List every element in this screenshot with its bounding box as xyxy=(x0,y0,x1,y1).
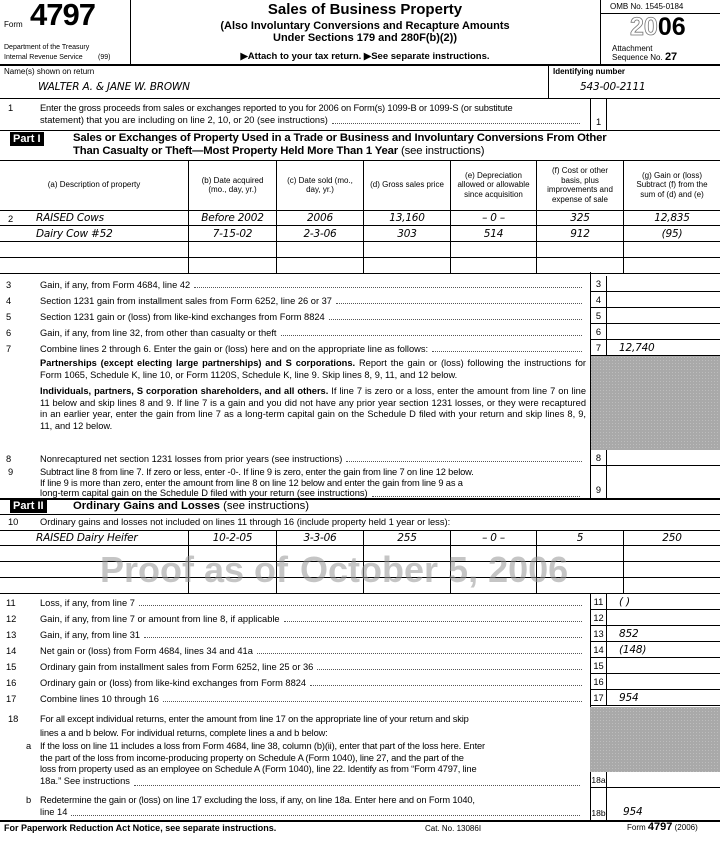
cell-d[interactable] xyxy=(363,242,450,258)
line-1-text xyxy=(40,102,586,126)
divider xyxy=(590,98,591,130)
line-number: 17 xyxy=(6,694,17,704)
id-label: Identifying number xyxy=(553,67,625,76)
cell-d[interactable]: 255 xyxy=(363,530,450,546)
cell-c[interactable] xyxy=(276,242,363,258)
column-headers xyxy=(0,160,720,210)
subtitle-1: (Also Involuntary Conversions and Recapture Amounts xyxy=(220,20,510,32)
line-number: 4 xyxy=(6,296,12,306)
paperwork-notice: For Paperwork Reduction Act Notice, see separate instructions. xyxy=(4,823,277,833)
name-label: Name(s) shown on return xyxy=(4,67,95,76)
dot-leader xyxy=(71,815,580,816)
cell-g[interactable]: (95) xyxy=(623,226,720,242)
cell-d[interactable]: 303 xyxy=(363,226,450,242)
cell-g[interactable] xyxy=(623,578,720,594)
line-value[interactable]: 852 xyxy=(606,626,720,642)
line-text: Ordinary gain from installment sales from Form 6252, line 25 or 36 xyxy=(40,662,314,672)
line-18a-box: 18a xyxy=(590,772,606,788)
line-9-text-3: long-term capital gain on the Schedule D filed with your return (see instructions) xyxy=(40,488,368,498)
line-number: 3 xyxy=(6,280,12,290)
line-number: 14 xyxy=(6,646,17,656)
form-title: Sales of Business Property xyxy=(267,1,463,18)
dot-leader xyxy=(284,621,582,622)
part-1-label: Part I xyxy=(10,132,44,146)
column-header-a: (a) Description of property xyxy=(47,180,141,190)
cell-g[interactable] xyxy=(623,546,720,562)
table-row xyxy=(0,210,720,226)
line-9-value[interactable] xyxy=(606,466,720,498)
footer-form-label: Form xyxy=(627,823,646,832)
line-lines_a-0 xyxy=(0,276,588,292)
watermark xyxy=(100,550,568,590)
line-value[interactable] xyxy=(606,450,720,466)
line-9-text-2: If line 9 is more than zero, enter the amount from line 8 on line 12 below and enter the gain from line 9 as a xyxy=(40,477,463,488)
column-header-d: (d) Gross sales price xyxy=(363,160,450,210)
line-number: 15 xyxy=(6,662,17,672)
watermark-line2: October 5, 2006 xyxy=(300,549,569,590)
line-box: 17 xyxy=(590,690,606,706)
line-number: 6 xyxy=(6,328,12,338)
line-box: 4 xyxy=(590,292,606,308)
tax-year xyxy=(630,13,686,41)
line-value[interactable] xyxy=(606,308,720,324)
cell-g[interactable] xyxy=(623,258,720,274)
line-text: Section 1231 gain from installment sales from Form 6252, line 26 or 37 xyxy=(40,296,332,306)
cell-a[interactable]: RAISED Dairy Heifer xyxy=(36,532,138,544)
line-18a-text-2: the part of the loss from income-producing property on Schedule A (Form 1040), line 27, and the part of the xyxy=(40,752,464,763)
partnerships-instructions xyxy=(40,358,586,381)
line-18-number: 18 xyxy=(8,714,19,724)
para-2-text: If line 7 is zero or a loss, enter the amount from line 7 on line 11 below and skip lines 8 and 9. If line 7 is a gain and you did not have any prior year section 1231 losses, or they were recaptured in an earlier year, enter the gain from line 7 as a long-term capital gain on the Schedule D filed with your return and skip lines 8, 9, 11, and 12 below. xyxy=(40,386,586,431)
divider xyxy=(0,820,720,822)
line-box: 16 xyxy=(590,674,606,690)
cell-b[interactable]: Before 2002 xyxy=(188,210,276,226)
line-value[interactable]: 12,740 xyxy=(606,340,720,356)
line-box: 5 xyxy=(590,308,606,324)
line-lines_a-2 xyxy=(0,308,588,324)
line-18a-letter: a xyxy=(26,741,32,751)
part-1-note: (see instructions) xyxy=(401,145,485,157)
cell-a[interactable]: RAISED Cows xyxy=(36,212,104,224)
column-header-b: (b) Date acquired (mo., day, yr.) xyxy=(188,160,276,210)
part-2-title-text: Ordinary Gains and Losses xyxy=(73,500,220,512)
line-18b-text-1: Redetermine the gain or (loss) on line 17 excluding the loss, if any, on line 18a. Enter here and on Form 1040, xyxy=(40,795,475,805)
line-10-text: Ordinary gains and losses not included on lines 11 through 16 (include property held 1 year or less): xyxy=(40,517,451,527)
line-text: Gain, if any, from line 32, from other than casualty or theft xyxy=(40,328,277,338)
column-header-e: (e) Depreciation allowed or allowable since acquisition xyxy=(450,160,536,210)
cell-g[interactable]: 250 xyxy=(623,530,720,546)
line-lines_a-1 xyxy=(0,292,588,308)
part-2-note: (see instructions) xyxy=(223,500,310,512)
line-18a-text-3: loss from property used as an employee on Schedule A (Form 1040), line 22. Identify as from “Form 4797, line xyxy=(40,764,477,775)
line-lines_a-4 xyxy=(0,340,588,356)
line-number: 12 xyxy=(6,614,17,624)
footer-form xyxy=(627,821,698,834)
line-lines_b-3 xyxy=(0,642,588,658)
line-9-text-1: Subtract line 8 from line 7. If zero or less, enter -0-. If line 9 is zero, enter the gain from line 7 on line 12 below. xyxy=(40,467,474,477)
line-1-value[interactable] xyxy=(618,113,718,129)
line-1-text-2: statement) that you are including on line 2, 10, or 20 (see instructions) xyxy=(40,115,328,125)
line-lines_b-2 xyxy=(0,626,588,642)
cell-d[interactable]: 13,160 xyxy=(363,210,450,226)
para-2-bold: Individuals, partners, S corporation shareholders, and all others. xyxy=(40,386,329,396)
line-number: 5 xyxy=(6,312,12,322)
dot-leader xyxy=(144,637,582,638)
line-18b-text-2: line 14 xyxy=(40,806,68,817)
cell-b[interactable] xyxy=(188,242,276,258)
divider xyxy=(600,0,601,64)
line-box: 13 xyxy=(590,626,606,642)
line-18a-value[interactable] xyxy=(606,772,720,788)
cell-c[interactable]: 2006 xyxy=(276,210,363,226)
part-1-title-1: Sales or Exchanges of Property Used in a Trade or Business and Involuntary Conversions From Other xyxy=(73,132,607,144)
line-text: Gain, if any, from line 7 or amount from line 8, if applicable xyxy=(40,614,280,624)
divider xyxy=(0,64,720,66)
line-lines_b-1 xyxy=(0,610,588,626)
cell-e[interactable] xyxy=(450,242,536,258)
cell-c[interactable] xyxy=(276,258,363,274)
line-number: 8 xyxy=(6,454,12,464)
line-number: 13 xyxy=(6,630,17,640)
line-box: 6 xyxy=(590,324,606,340)
line-box: 11 xyxy=(590,594,606,610)
line-18b-value[interactable]: 954 xyxy=(606,788,720,820)
attach-instructions: ▶Attach to your tax return. ▶See separate instructions. xyxy=(240,51,490,62)
line-value[interactable] xyxy=(606,658,720,674)
dot-leader xyxy=(329,319,582,320)
cell-g[interactable] xyxy=(623,562,720,578)
cell-e[interactable]: – 0 – xyxy=(450,530,536,546)
cell-d[interactable] xyxy=(363,258,450,274)
attachment-label: Attachment xyxy=(612,44,653,53)
cell-c[interactable]: 2-3-06 xyxy=(276,226,363,242)
line-9-text xyxy=(40,467,586,499)
line-box: 12 xyxy=(590,610,606,626)
dot-leader xyxy=(346,461,582,462)
divider xyxy=(548,64,549,98)
column-header-g: (g) Gain or (loss) Subtract (f) from the sum of (d) and (e) xyxy=(623,160,720,210)
cell-c[interactable]: 3-3-06 xyxy=(276,530,363,546)
line-1-text-1: Enter the gross proceeds from sales or exchanges reported to you for 2006 on Form(s) 1099-B or 1099-S (or substitute xyxy=(40,103,513,113)
cell-f[interactable] xyxy=(536,258,623,274)
line-value[interactable] xyxy=(606,674,720,690)
line-text: Section 1231 gain or (loss) from like-kind exchanges from Form 8824 xyxy=(40,312,325,322)
dot-leader xyxy=(194,287,582,288)
line-18a-text-4: 18a.” See instructions xyxy=(40,776,130,787)
dot-leader xyxy=(163,701,582,702)
cell-a[interactable]: Dairy Cow #52 xyxy=(36,228,113,240)
catalog-number: Cat. No. 13086I xyxy=(425,824,482,833)
column-header-c: (c) Date sold (mo., day, yr.) xyxy=(276,160,363,210)
line-18b-text xyxy=(40,795,586,818)
part-1-title xyxy=(73,132,607,158)
line-value[interactable]: (148) xyxy=(606,642,720,658)
dot-leader xyxy=(257,653,582,654)
dot-leader xyxy=(139,605,582,606)
table-row xyxy=(0,226,720,242)
line-18b-box: 18b xyxy=(590,788,606,820)
cell-b[interactable]: 10-2-05 xyxy=(188,530,276,546)
dot-leader xyxy=(332,123,580,124)
line-2-number: 2 xyxy=(8,214,14,224)
line-text: Gain, if any, from Form 4684, line 42 xyxy=(40,280,191,290)
line-box: 14 xyxy=(590,642,606,658)
line-number: 16 xyxy=(6,678,17,688)
irs-code: (99) xyxy=(98,54,111,61)
cell-a[interactable] xyxy=(24,258,188,274)
divider xyxy=(0,130,720,131)
line-value[interactable] xyxy=(606,276,720,292)
subtitle-2: Under Sections 179 and 280F(b)(2)) xyxy=(273,32,457,44)
footer-year: (2006) xyxy=(674,823,698,832)
column-header-f: (f) Cost or other basis, plus improvements and expense of sale xyxy=(536,160,623,210)
form-label: Form xyxy=(4,20,23,29)
line-10-number: 10 xyxy=(8,517,19,527)
part-2-title xyxy=(73,499,309,513)
footer-form-number: 4797 xyxy=(647,821,673,833)
line-lines_b-0 xyxy=(0,594,588,610)
cell-g[interactable] xyxy=(623,242,720,258)
line-18-text-1: For all except individual returns, enter the amount from line 17 on the appropriate line of your return and skip xyxy=(40,714,469,724)
cell-e[interactable]: 514 xyxy=(450,226,536,242)
cell-a[interactable] xyxy=(24,242,188,258)
line-18a-text-1: If the loss on line 11 includes a loss from Form 4684, line 38, column (b)(ii), enter that part of the loss here. Enter xyxy=(40,741,485,751)
subtitle xyxy=(130,20,600,44)
year-light: 20 xyxy=(630,13,658,41)
line-box: 3 xyxy=(590,276,606,292)
line-value[interactable]: 954 xyxy=(606,690,720,706)
dot-leader xyxy=(432,351,582,352)
line-text: Combine lines 2 through 6. Enter the gain or (loss) here and on the appropriate line as follows: xyxy=(40,344,429,354)
cell-f[interactable]: 912 xyxy=(536,226,623,242)
line-value[interactable] xyxy=(606,610,720,626)
line-text: Gain, if any, from line 31 xyxy=(40,630,141,640)
year-bold: 06 xyxy=(657,13,686,41)
taxpayer-name[interactable]: WALTER A. & JANE W. BROWN xyxy=(38,81,190,93)
shaded-area xyxy=(590,356,720,450)
dot-leader xyxy=(317,669,582,670)
cell-e[interactable]: – 0 – xyxy=(450,210,536,226)
divider xyxy=(606,98,607,130)
line-18-text-2: lines a and b below. For individual returns, complete lines a and b below: xyxy=(40,728,328,738)
dot-leader xyxy=(310,685,582,686)
line-lines_b-4 xyxy=(0,658,588,674)
line-18a-text xyxy=(40,741,586,788)
line-value[interactable] xyxy=(606,292,720,308)
dot-leader xyxy=(281,335,583,336)
part-1-title-2: Than Casualty or Theft—Most Property Held More Than 1 Year xyxy=(73,145,399,157)
line-18-text xyxy=(40,712,586,740)
line-lines_b-5 xyxy=(0,674,588,690)
line-number: 7 xyxy=(6,344,12,354)
watermark-line1: Proof as of xyxy=(100,549,289,590)
line-7-instructions xyxy=(40,358,586,432)
line-number: 11 xyxy=(6,598,16,608)
cell-f[interactable] xyxy=(536,242,623,258)
line-9-number: 9 xyxy=(8,467,14,477)
shaded-area xyxy=(590,707,720,772)
para-1-bold: Partnerships (except electing large partnerships) and S corporations. xyxy=(40,358,356,368)
department: Department of the Treasury xyxy=(4,44,90,51)
cell-b[interactable] xyxy=(188,258,276,274)
sequence-number: 27 xyxy=(664,51,678,63)
line-box: 7 xyxy=(590,340,606,356)
dot-leader xyxy=(336,303,582,304)
line-box: 15 xyxy=(590,658,606,674)
line-text: Ordinary gain or (loss) from like-kind exchanges from Form 8824 xyxy=(40,678,307,688)
cell-f[interactable]: 5 xyxy=(536,530,623,546)
divider xyxy=(0,98,720,99)
line-18b-letter: b xyxy=(26,795,32,805)
irs: Internal Revenue Service xyxy=(4,54,83,61)
part-2-label: Part II xyxy=(10,499,47,513)
dot-leader xyxy=(372,496,580,497)
line-text: Net gain or (loss) from Form 4684, lines 34 and 41a xyxy=(40,646,253,656)
line-9-box: 9 xyxy=(590,466,606,498)
line-1-box: 1 xyxy=(596,117,602,127)
divider xyxy=(0,514,720,515)
identifying-number[interactable]: 543-00-2111 xyxy=(580,81,646,93)
table-row xyxy=(0,242,720,258)
cell-g[interactable]: 12,835 xyxy=(623,210,720,226)
line-value[interactable] xyxy=(606,324,720,340)
line-text: Nonrecaptured net section 1231 losses from prior years (see instructions) xyxy=(40,454,343,464)
line-box: 8 xyxy=(590,450,606,466)
form-number: 4797 xyxy=(30,0,95,32)
cell-f[interactable]: 325 xyxy=(536,210,623,226)
attachment-sequence xyxy=(612,44,677,62)
line-lines_a-3 xyxy=(0,324,588,340)
table-row xyxy=(0,258,720,274)
line-1-number: 1 xyxy=(8,103,14,113)
cell-e[interactable] xyxy=(450,258,536,274)
table-row xyxy=(0,530,720,546)
cell-b[interactable]: 7-15-02 xyxy=(188,226,276,242)
para-1-text: Report the gain or (loss) following the instructions for Form 1065, Schedule K, line 10, or Form 1120S, Schedule K, line 9. Skip lines 8, 9, 11, and 12 below. xyxy=(40,358,586,380)
omb-number: OMB No. 1545-0184 xyxy=(610,2,684,11)
line-line8 xyxy=(0,450,588,466)
dot-leader xyxy=(134,785,580,786)
line-lines_b-6 xyxy=(0,690,588,706)
line-value[interactable]: ( ) xyxy=(606,594,720,610)
line-text: Combine lines 10 through 16 xyxy=(40,694,159,704)
line-text: Loss, if any, from line 7 xyxy=(40,598,135,608)
sequence-label: Sequence No. xyxy=(612,53,663,62)
individuals-instructions xyxy=(40,386,586,432)
